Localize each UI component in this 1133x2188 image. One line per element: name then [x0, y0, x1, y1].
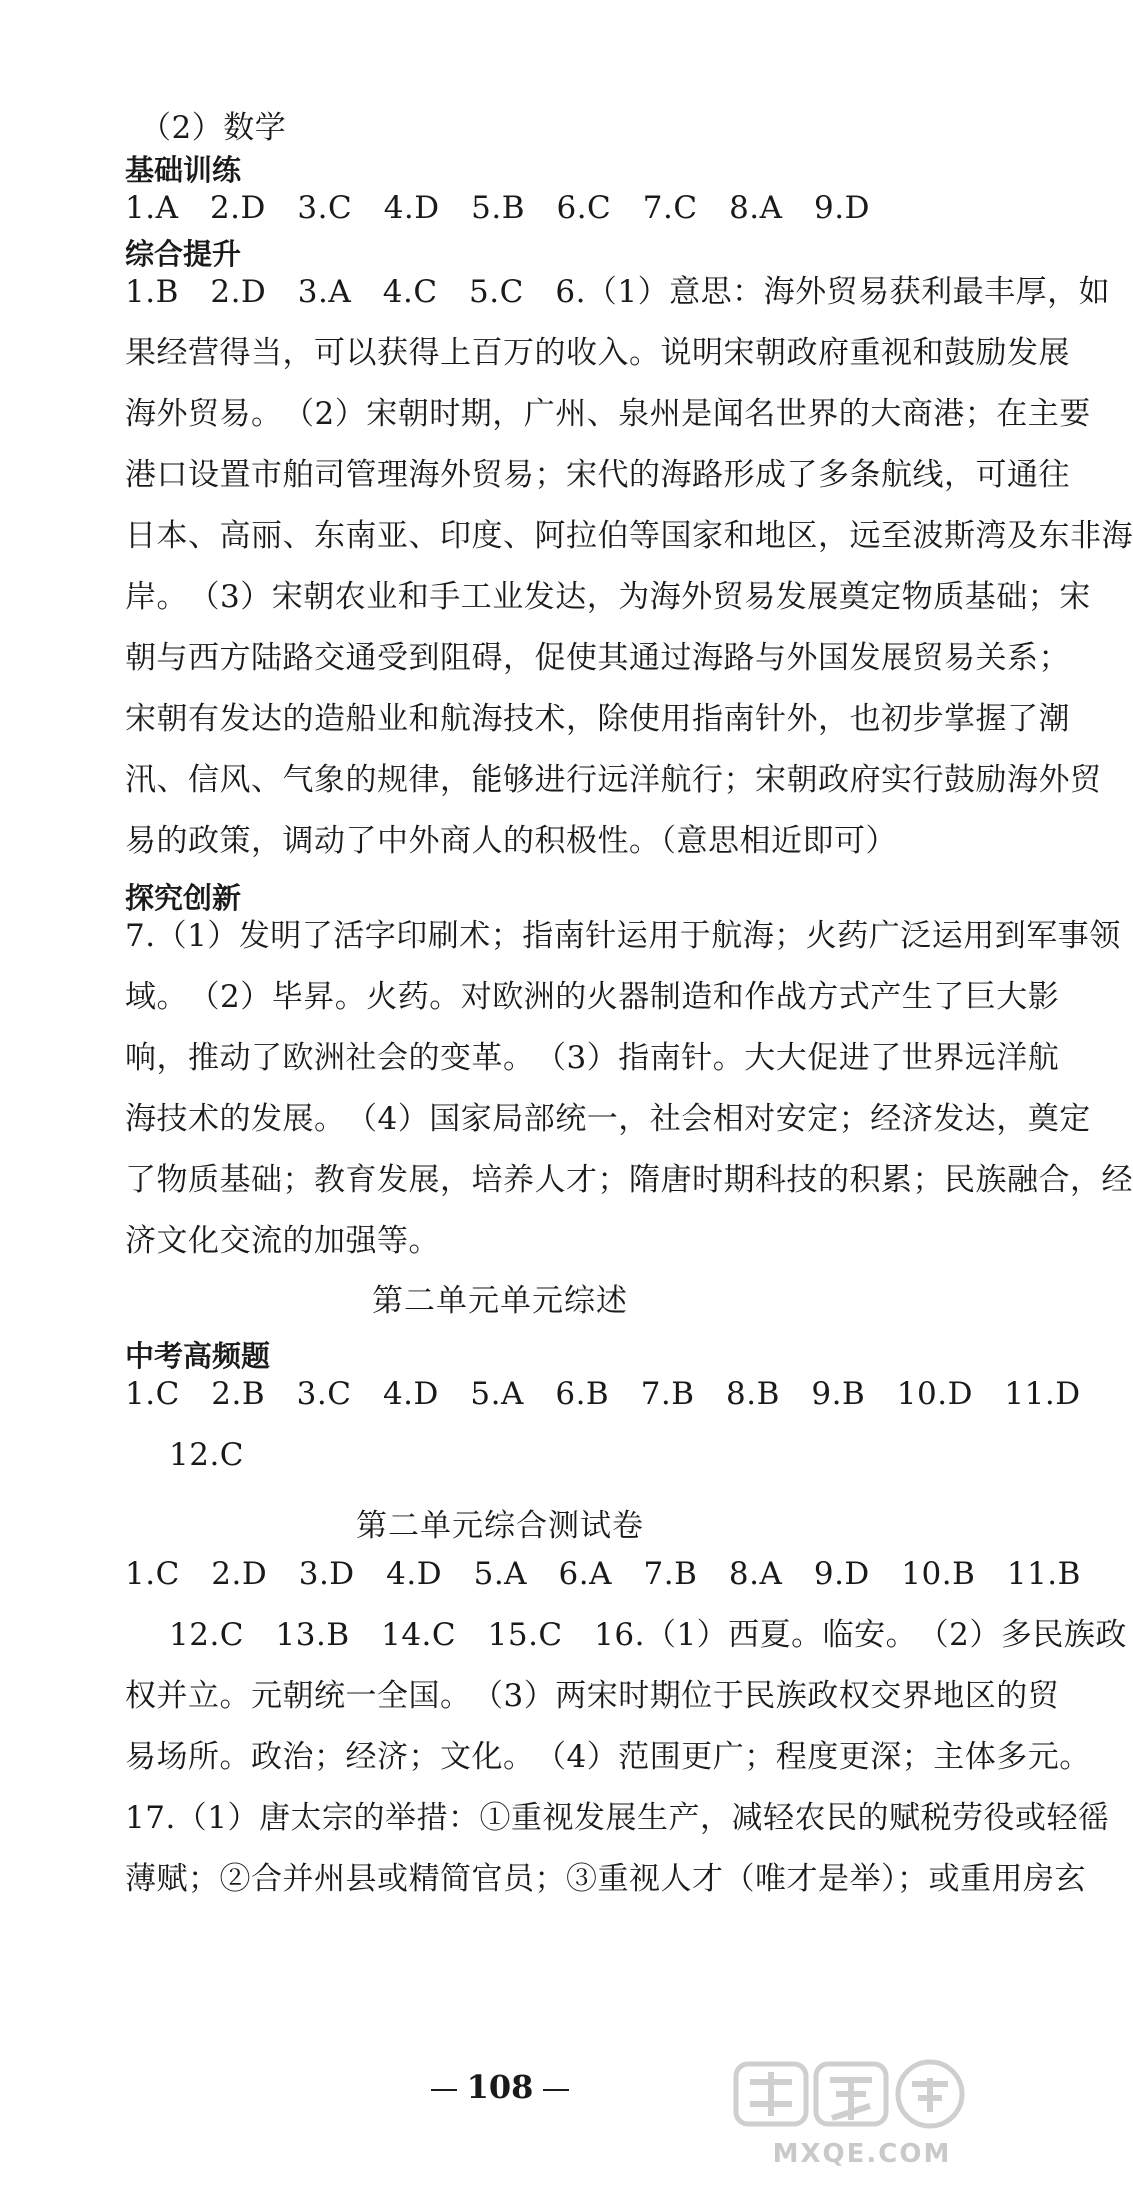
comprehensive-answers	[125, 262, 1133, 872]
text-line: 海技术的发展。 （4）国家局部统一，社会相对安定；经济发达，奠定	[125, 1101, 1091, 1137]
unit-test-answers	[125, 1544, 1127, 1910]
text-line: 17.（1）唐太宗的举措：①重视发展生产，减轻农民的赋税劳役或轻徭	[125, 1800, 1110, 1836]
text-line: 岸。 （3）宋朝农业和手工业发达，为海外贸易发展奠定物质基础；宋	[125, 579, 1091, 615]
dash-right	[543, 2089, 569, 2091]
watermark-graphic	[732, 2058, 982, 2174]
section-heading-innovation: 探究创新	[125, 881, 242, 915]
text-line: 了物质基础；教育发展，培养人才；隋唐时期科技的积累；民族融合，经	[125, 1162, 1133, 1198]
text-line: 易场所。政治；经济；文化。 （4）范围更广；程度更深；主体多元。	[125, 1739, 1091, 1775]
text-line: 12.C 13.B 14.C 15.C 16.（1）西夏。临安。 （2）多民族政	[169, 1617, 1127, 1653]
section-heading-comprehensive: 综合提升	[125, 237, 242, 271]
section-heading-basic: 基础训练	[125, 153, 242, 187]
dash-left	[431, 2089, 457, 2091]
text-line: 1.C 2.D 3.D 4.D 5.A 6.A 7.B 8.A 9.D 10.B 11.B	[125, 1556, 1081, 1592]
text-line: 日本、高丽、东南亚、印度、阿拉伯等国家和地区，远至波斯湾及东非海	[125, 518, 1133, 554]
text-line: 汛、信风、气象的规律，能够进行远洋航行；宋朝政府实行鼓励海外贸	[125, 762, 1102, 798]
text-line: 7.（1）发明了活字印刷术；指南针运用于航海；火药广泛运用到军事领	[125, 918, 1121, 954]
text-line: 域。 （2）毕昇。火药。对欧洲的火器制造和作战方式产生了巨大影	[125, 979, 1060, 1015]
text-line: 1.C 2.B 3.C 4.D 5.A 6.B 7.B 8.B 9.B 10.D 11.D	[125, 1376, 1081, 1412]
intro-item: （2）数学	[140, 110, 287, 146]
text-line: 海外贸易。 （2）宋朝时期，广州、泉州是闻名世界的大商港；在主要	[125, 396, 1091, 432]
innovation-answers	[125, 906, 1133, 1272]
text-line: 12.C	[169, 1437, 245, 1473]
text-line: 果经营得当，可以获得上百万的收入。说明宋朝政府重视和鼓励发展	[125, 335, 1070, 371]
unit-test-title: 第二单元综合测试卷	[356, 1508, 644, 1544]
watermark-logo	[732, 2058, 982, 2174]
page-number-text: 108	[466, 2068, 534, 2106]
text-line: 易的政策，调动了中外商人的积极性。（意思相近即可）	[125, 823, 897, 859]
text-line: 朝与西方陆路交通受到阻碍，促使其通过海路与外国发展贸易关系；	[125, 640, 1070, 676]
text-line: 响，推动了欧洲社会的变革。 （3）指南针。大大促进了世界远洋航	[125, 1040, 1060, 1076]
svg-text:MXQE.COM: MXQE.COM	[772, 2139, 952, 2169]
text-line: 宋朝有发达的造船业和航海技术，除使用指南针外，也初步掌握了潮	[125, 701, 1070, 737]
text-line: 1.B 2.D 3.A 4.C 5.C 6.（1）意思：海外贸易获利最丰厚，如	[125, 274, 1111, 310]
section-heading-exam: 中考高频题	[125, 1339, 271, 1373]
text-line: 港口设置市舶司管理海外贸易；宋代的海路形成了多条航线，可通往	[125, 457, 1070, 493]
basic-answers: 1.A 2.D 3.C 4.D 5.B 6.C 7.C 8.A 9.D	[125, 190, 870, 226]
text-line: 权并立。元朝统一全国。 （3）两宋时期位于民族政权交界地区的贸	[125, 1678, 1060, 1714]
unit-review-title: 第二单元单元综述	[372, 1283, 628, 1319]
text-line: 薄赋；②合并州县或精简官员；③重视人才（唯才是举）；或重用房玄	[125, 1861, 1086, 1897]
exam-answers	[125, 1364, 1081, 1486]
text-line: 济文化交流的加强等。	[125, 1223, 440, 1259]
